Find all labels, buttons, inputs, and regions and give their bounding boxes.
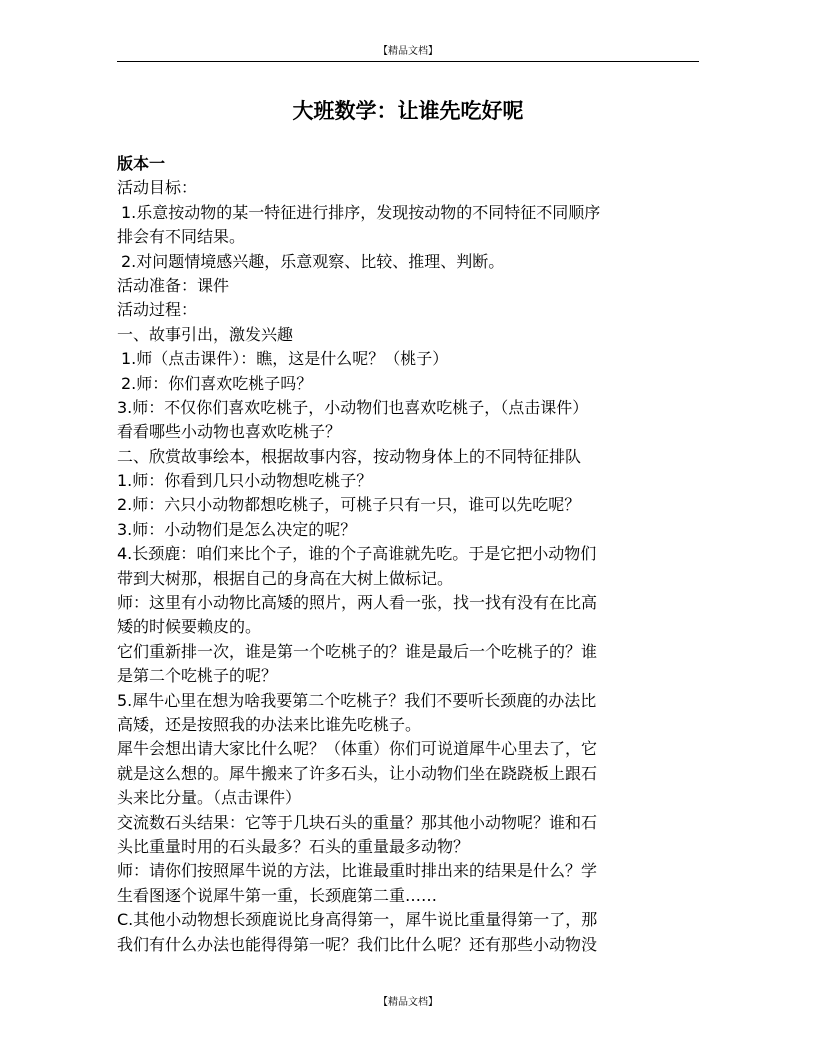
- text-line: 活动过程：: [117, 300, 198, 320]
- text-line: 师：这里有小动物比高矮的照片，两人看一张，找一找有没有在比高: [117, 593, 598, 613]
- text-line: 排会有不同结果。: [117, 227, 246, 247]
- text-line: 带到大树那，根据自己的身高在大树上做标记。: [117, 568, 454, 588]
- document-body: [117, 152, 699, 957]
- text-line: 3.师：小动物们是怎么决定的呢？: [117, 519, 357, 539]
- text-line: 就是这么想的。犀牛搬来了许多石头，让小动物们坐在跷跷板上跟石: [117, 763, 598, 783]
- page-header: 【精品文档】: [378, 46, 438, 57]
- text-line: 2.师：六只小动物都想吃桃子，可桃子只有一只，谁可以先吃呢？: [117, 495, 581, 515]
- text-line: 看看哪些小动物也喜欢吃桃子？: [117, 422, 342, 442]
- text-line: 师：请你们按照犀牛说的方法，比谁最重时排出来的结果是什么？学: [117, 861, 598, 881]
- document-title: 大班数学：让谁先吃好呢: [292, 98, 524, 123]
- text-line: 二、欣赏故事绘本，根据故事内容，按动物身体上的不同特征排队: [117, 446, 582, 466]
- version-heading: 版本一: [117, 154, 166, 173]
- text-line: 3.师：不仅你们喜欢吃桃子，小动物们也喜欢吃桃子，（点击课件）: [117, 397, 589, 417]
- text-line: 生看图逐个说犀牛第一重，长颈鹿第二重……: [117, 885, 438, 905]
- text-line: 它们重新排一次，谁是第一个吃桃子的？谁是最后一个吃桃子的？谁: [117, 641, 598, 661]
- text-line: 一、故事引出，激发兴趣: [117, 324, 294, 344]
- text-line: 1.师（点击课件）：瞧，这是什么呢？（桃子）: [121, 349, 449, 369]
- text-line: 活动目标：: [117, 178, 198, 198]
- text-line: 1.师：你看到几只小动物想吃桃子？: [117, 471, 373, 491]
- text-line: 高矮，还是按照我的办法来比谁先吃桃子。: [117, 714, 422, 734]
- page-footer: 【精品文档】: [378, 997, 438, 1008]
- text-line: 头来比分量。（点击课件）: [117, 788, 302, 808]
- text-line: 犀牛会想出请大家比什么呢？（体重）你们可说道犀牛心里去了，它: [117, 739, 598, 759]
- text-line: 活动准备：课件: [117, 275, 230, 295]
- header-rule: [117, 61, 699, 62]
- text-line: 头比重量时用的石头最多？石头的重量最多动物？: [117, 836, 470, 856]
- text-line: 4.长颈鹿：咱们来比个子，谁的个子高谁就先吃。于是它把小动物们: [117, 544, 597, 564]
- text-line: C.其他小动物想长颈鹿说比身高得第一，犀牛说比重量得第一了，那: [117, 910, 598, 930]
- text-line: 交流数石头结果：它等于几块石头的重量？那其他小动物呢？谁和石: [117, 812, 598, 832]
- text-line: 1.乐意按动物的某一特征进行排序，发现按动物的不同特征不同顺序: [121, 202, 601, 222]
- text-line: 2.师：你们喜欢吃桃子吗？: [121, 373, 313, 393]
- text-line: 5.犀牛心里在想为啥我要第二个吃桃子？我们不要听长颈鹿的办法比: [117, 690, 597, 710]
- text-line: 2.对问题情境感兴趣，乐意观察、比较、推理、判断。: [121, 251, 505, 271]
- text-line: 是第二个吃桃子的呢？: [117, 666, 278, 686]
- text-line: 矮的时候要赖皮的。: [117, 617, 262, 637]
- text-line: 我们有什么办法也能得得第一呢？我们比什么呢？还有那些小动物没: [117, 934, 598, 954]
